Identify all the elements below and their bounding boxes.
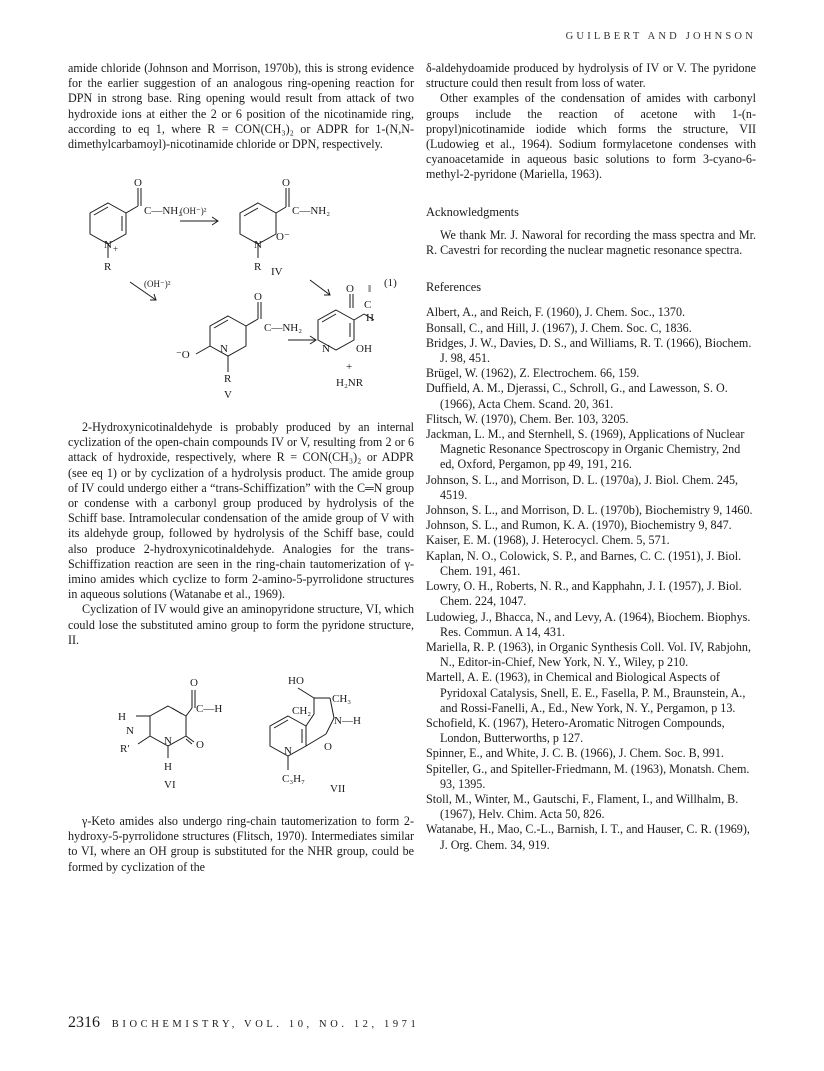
pyridinium-ring — [90, 203, 126, 244]
svg-text:R: R — [254, 261, 262, 273]
left-column — [68, 61, 414, 152]
svg-text:O: O — [190, 677, 198, 689]
svg-text:C—H: C—H — [196, 703, 223, 715]
svg-text:C—NH₂: C—NH₂ — [264, 322, 303, 334]
reference-item: Kaiser, E. M. (1968), J. Heterocycl. Chem. 5, 571. — [426, 533, 670, 548]
references-heading: References — [426, 280, 482, 295]
acknowledgments-text: We thank Mr. J. Naworal for recording the mass spectra and Mr. R. Cavestri for recording the nuclear magnetic resonance spectra. — [426, 227, 756, 258]
scheme-2-drawing — [68, 672, 414, 802]
svg-text:R: R — [104, 261, 112, 273]
reference-item: Duffield, A. M., Djerassi, C., Schroll, G., and Lawesson, S. O. (1966), Acta Chem. Scand. 20, 361. — [426, 381, 728, 411]
reaction-scheme-1 — [68, 176, 414, 402]
svg-text:+: + — [113, 244, 119, 254]
svg-text:O⁻: O⁻ — [276, 231, 290, 243]
svg-text:N: N — [322, 343, 330, 355]
svg-text:O: O — [254, 291, 262, 303]
byproduct-label: H₂NR — [336, 377, 364, 389]
svg-text:CH₃: CH₃ — [332, 693, 352, 705]
reference-item: Ludowieg, J., Bhacca, N., and Levy, A. (1964), Biochem. Biophys. Res. Commun. A 14, 431. — [426, 609, 751, 639]
reference-item: Johnson, S. L., and Morrison, D. L. (1970a), J. Biol. Chem. 245, 4519. — [426, 472, 739, 502]
reference-item: Spinner, E., and White, J. C. B. (1966), J. Chem. Soc. B, 991. — [426, 746, 724, 761]
reference-item: Brügel, W. (1962), Z. Electrochem. 66, 159. — [426, 366, 640, 381]
reagent-label-a: (OH⁻)² — [180, 206, 207, 216]
page-number: 2316 — [68, 1014, 100, 1031]
svg-text:O: O — [282, 177, 290, 189]
reference-item: Flitsch, W. (1970), Chem. Ber. 103, 3205. — [426, 411, 629, 426]
reaction-scheme-2 — [68, 672, 414, 802]
reference-item: Watanabe, H., Mao, C.-L., Barnish, I. T., and Hauser, C. R. (1969), J. Org. Chem. 34, 919. — [426, 822, 750, 852]
reference-item: Lowry, O. H., Roberts, N. R., and Kapphahn, J. I. (1957), J. Biol. Chem. 224, 1047. — [426, 579, 742, 609]
journal-citation: BIOCHEMISTRY, VOL. 10, NO. 12, 1971 — [111, 1019, 420, 1030]
svg-text:C: C — [364, 299, 372, 311]
reference-item: Schofield, K. (1967), Hetero-Aromatic Nitrogen Compounds, London, Butterworths, p 127. — [426, 715, 725, 746]
right-para-2: Other examples of the condensation of amides with carbonyl groups include the reaction of acetone with 1-(n-propyl)nicotinamide iodide which forms the structure, VII (Ludowieg et al., 1964). Sodium formylacetone condenses with cyanoacetamide in aqueous basic solutions to form 3-cyano-6-methyl-2-pyridone (Mariella, 1963). — [426, 91, 756, 182]
svg-text:N: N — [104, 239, 112, 251]
reference-item: Kaplan, N. O., Colowick, S. P., and Barnes, C. C. (1951), J. Biol. Chem. 191, 461. — [426, 548, 742, 578]
right-column — [426, 61, 756, 853]
svg-text:N: N — [220, 343, 228, 355]
svg-text:N: N — [254, 239, 262, 251]
svg-text:HO: HO — [288, 675, 304, 687]
compound-label-vi: VI — [164, 779, 176, 791]
svg-text:O: O — [134, 177, 142, 189]
svg-text:H: H — [366, 312, 374, 324]
svg-text:O: O — [196, 739, 204, 751]
compound-label-v: V — [224, 389, 232, 401]
svg-text:N—H: N—H — [334, 715, 361, 727]
reference-item: Albert, A., and Reich, F. (1960), J. Chem. Soc., 1370. — [426, 305, 686, 320]
left-column-lower — [68, 420, 414, 648]
svg-text:O: O — [324, 741, 332, 753]
left-para-2: 2-Hydroxynicotinaldehyde is probably produced by an internal cyclization of the open-chain compounds IV or V, resulting from 2 or 6 attack of hydroxide, respectively, where R = CON(CH₃)₂ or ADPR (see eq 1) or by cyclization of a hydrolysis product. The amide group of IV could undergo either a “trans-Schiffization” with the C═N group or condense with a carbonyl group produced by hydrolysis of the Schiff base. Intramolecular condensation of the amide group of V with its aldehyde group, followed by hydrolysis of the Schiff base, could also produce 2-hydroxynicotinaldehyde. Analogies for the trans-Schiffization reaction are seen in the ring-chain tautomerization of γ-imino amides which cyclize to form 2-amino-5-pyrrolidone structures in aqueous solutions (Watanabe et al., 1969). — [68, 420, 414, 602]
svg-text:C₃H₇: C₃H₇ — [282, 773, 305, 785]
svg-text:O: O — [346, 283, 354, 295]
running-head: GUILBERT AND JOHNSON — [565, 31, 756, 42]
svg-text:⁻O: ⁻O — [176, 349, 190, 361]
reference-item: Martell, A. E. (1963), in Chemical and Biological Aspects of Pyridoxal Catalysis, Snell, E. E., Fasella, P. M., Braunstein, A., and Rossi-Fanelli, A., Ed., New York, N. Y., Pergamon, p 13. — [426, 670, 746, 715]
left-para-4: γ-Keto amides also undergo ring-chain tautomerization to form 2-hydroxy-5-pyrrolidone structures (Flitsch, 1970). Intermediates similar to VI, where an OH group is substituted for the NHR group, could be formed by cyclization of the — [68, 814, 414, 874]
compound-label-iv: IV — [271, 266, 283, 278]
page-footer — [68, 1014, 419, 1032]
reference-item: Stoll, M., Winter, M., Gautschi, F., Flament, I., and Willhalm, B. (1967), Helv. Chim. Acta 50, 826. — [426, 791, 739, 822]
ring-v — [210, 316, 246, 356]
left-column-bottom — [68, 814, 414, 875]
reference-item: Mariella, R. P. (1963), in Organic Synthesis Coll. Vol. IV, Rabjohn, N., Editor-in-Chief, New York, N. Y., Wiley, p 210. — [426, 639, 751, 670]
svg-text:OH: OH — [356, 343, 372, 355]
reagent-label-b: (OH⁻)² — [144, 279, 171, 289]
svg-text:CH₂: CH₂ — [292, 705, 312, 717]
svg-text:H: H — [164, 761, 172, 773]
compound-label-vii: VII — [330, 783, 346, 795]
reference-item: Bridges, J. W., Davies, D. S., and Williams, R. T. (1966), Biochem. J. 98, 451. — [426, 335, 752, 366]
svg-text:C—NH₂: C—NH₂ — [292, 205, 331, 217]
svg-text:H: H — [118, 711, 126, 723]
reference-list — [426, 305, 756, 852]
svg-text:R′: R′ — [120, 743, 130, 755]
equation-number: (1) — [384, 277, 397, 289]
right-para-1: δ-aldehydoamide produced by hydrolysis of IV or V. The pyridone structure could then result from loss of water. — [426, 61, 756, 91]
left-para-1: amide chloride (Johnson and Morrison, 1970b), this is strong evidence for the earlier suggestion of an analogous ring-opening reaction for DPN in strong base. Ring opening would result from attack of two hydroxide ions at either the 2 or 6 position of the nicotinamide ring, according to eq 1, where R = CON(CH₃)₂ or ADPR for 1-(N,N-dimethylcarbamoyl)-nicotinamide chloride or DPN, respectively. — [68, 61, 414, 152]
svg-text:N: N — [126, 725, 134, 737]
reference-item: Johnson, S. L., and Morrison, D. L. (1970b), Biochemistry 9, 1460. — [426, 503, 753, 518]
reference-item: Bonsall, C., and Hill, J. (1967), J. Chem. Soc. C, 1836. — [426, 320, 692, 335]
reference-item: Jackman, L. M., and Sternhell, S. (1969), Applications of Nuclear Magnetic Resonance Spectroscopy in Organic Chemistry, 2nd ed, Oxford, Pergamon, pp 49, 191, 216. — [426, 427, 745, 472]
svg-text:N: N — [284, 745, 292, 757]
left-para-3: Cyclization of IV would give an aminopyridone structure, VI, which could lose the substituted amino group to form the pyridone structure, II. — [68, 602, 414, 647]
svg-text:R: R — [224, 373, 232, 385]
svg-text:C—NH₂: C—NH₂ — [144, 205, 183, 217]
acknowledgments-heading: Acknowledgments — [426, 204, 519, 219]
scheme-1-drawing — [68, 176, 414, 402]
reference-item: Spiteller, G., and Spiteller-Friedmann, M. (1963), Monatsh. Chem. 93, 1395. — [426, 761, 750, 791]
svg-text:N: N — [164, 735, 172, 747]
plus-sign: + — [346, 361, 353, 373]
reference-item: Johnson, S. L., and Rumon, K. A. (1970), Biochemistry 9, 847. — [426, 518, 732, 533]
ring-iv — [240, 203, 276, 244]
svg-text:‖: ‖ — [368, 283, 372, 295]
